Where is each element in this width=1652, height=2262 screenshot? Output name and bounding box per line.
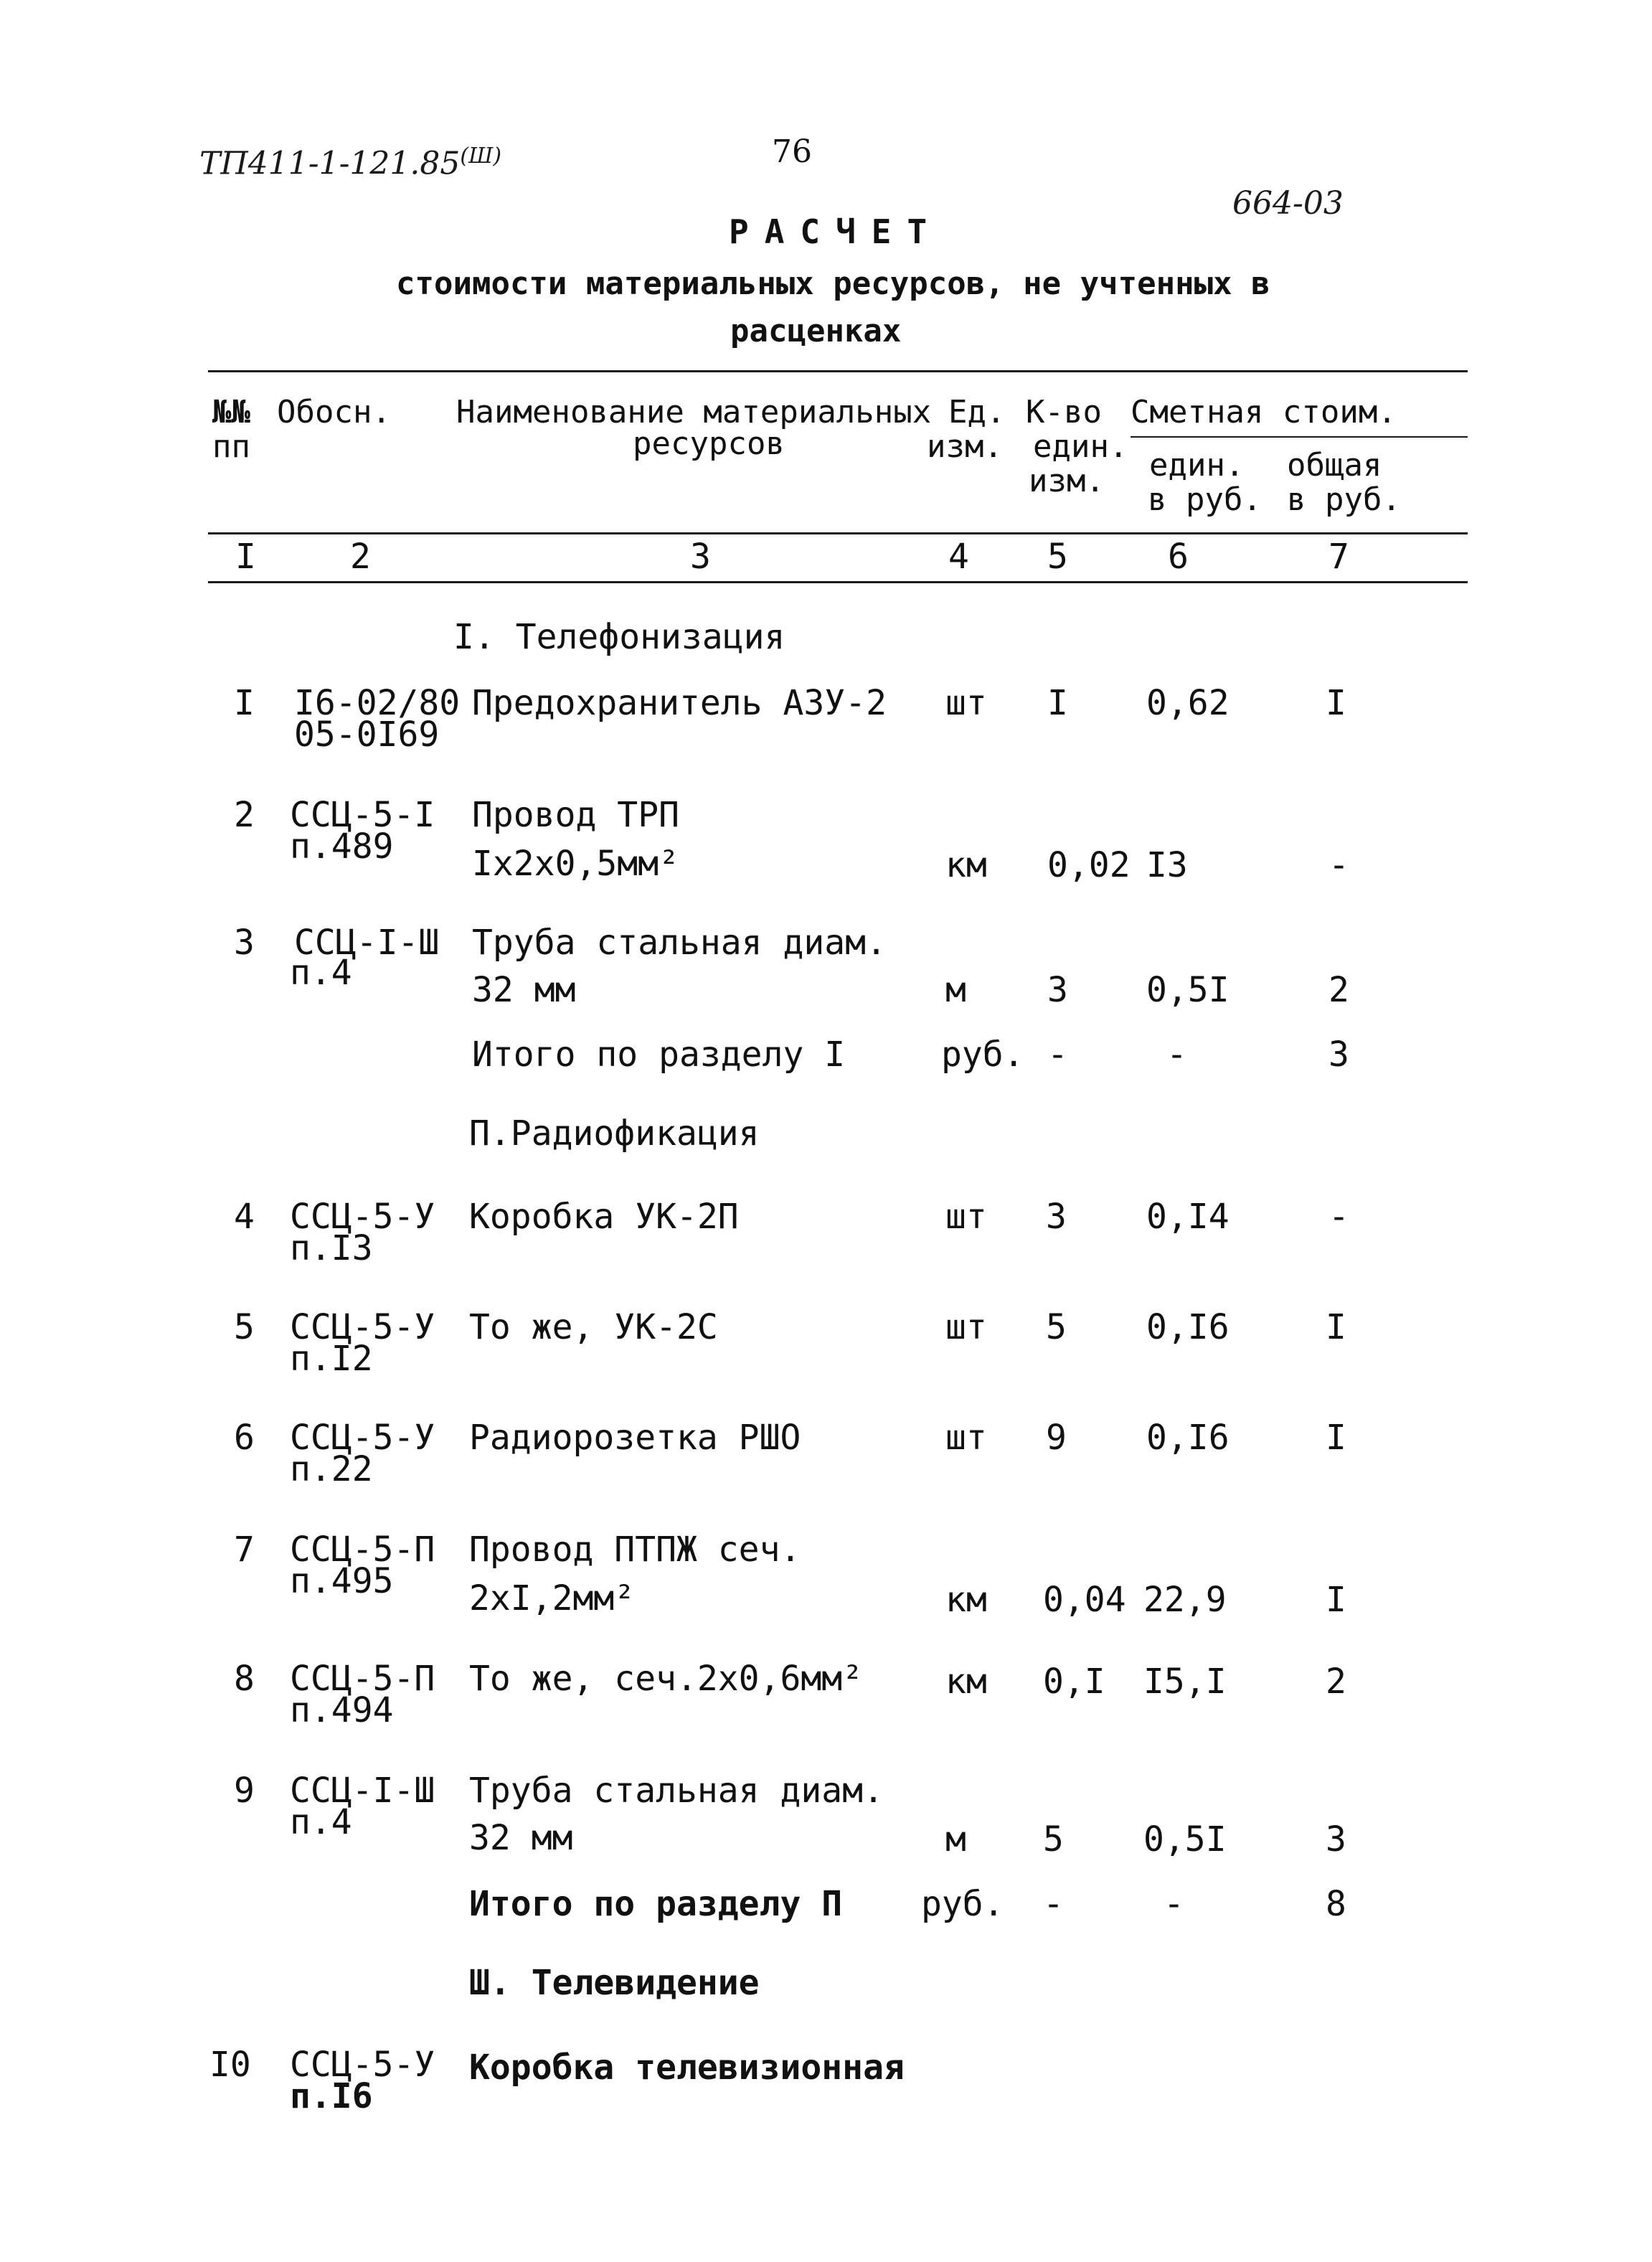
col-header-qty-3: изм. (1029, 463, 1105, 499)
row-6-qty: 9 (1046, 1418, 1067, 1458)
row-3-name-2: 32 мм (472, 970, 576, 1010)
row-4-basis-ref: п.I3 (290, 1228, 373, 1268)
row-10-number: I0 (209, 2045, 251, 2085)
index-row-top-rule (208, 532, 1468, 534)
row-2-basis-ref: п.489 (290, 826, 394, 867)
subtotal-total: 8 (1326, 1884, 1346, 1924)
row-8-name: То же, сеч.2х0,6мм² (469, 1659, 864, 1699)
col-header-unit: Ед. (948, 394, 1006, 430)
row-6-name: Радиорозетка РШО (469, 1418, 801, 1458)
row-3-basis-ref: п.4 (290, 953, 352, 993)
page-title: РАСЧЕТ (729, 212, 943, 251)
row-7-basis-ref: п.495 (290, 1561, 394, 1601)
row-4-name: Коробка УК-2П (469, 1197, 739, 1237)
col-header-name-2: ресурсов (633, 425, 785, 462)
cost-header-rule (1131, 436, 1468, 438)
subtotal-label: Итого по разделу П (469, 1884, 843, 1924)
row-2-name-2: Iх2х0,5мм² (472, 844, 679, 884)
row-7-unit: км (945, 1580, 987, 1620)
subtotal-unit: руб. (921, 1884, 1004, 1924)
col-index-2: 2 (350, 537, 371, 577)
row-8-basis: ССЦ-5-П (290, 1659, 435, 1699)
col-header-unit-2: изм. (927, 428, 1003, 465)
col-index-5: 5 (1047, 537, 1068, 577)
row-5-basis-ref: п.I2 (290, 1339, 373, 1379)
index-row-bottom-rule (208, 581, 1468, 583)
row-1-basis-ref: 05-0I69 (294, 715, 440, 755)
col-header-cost-total: общая (1287, 447, 1382, 484)
row-2-qty: 0,02 (1047, 845, 1131, 885)
row-7-number: 7 (234, 1530, 255, 1570)
row-5-total: I (1326, 1307, 1346, 1347)
col-header-cost-unit: един. (1149, 447, 1245, 484)
row-3-name: Труба стальная диам. (472, 923, 887, 963)
col-index-4: 4 (948, 537, 969, 577)
col-index-3: 3 (690, 537, 711, 577)
col-header-cost-unit-2: в руб. (1148, 481, 1262, 518)
subtotal-price: - (1164, 1884, 1184, 1924)
row-1-name: Предохранитель АЗУ-2 (472, 683, 887, 723)
row-9-price: 0,5I (1143, 1819, 1227, 1860)
row-9-name-2: 32 мм (469, 1818, 573, 1858)
row-1-total: I (1326, 683, 1346, 723)
col-index-6: 6 (1168, 537, 1189, 577)
row-9-qty: 5 (1043, 1819, 1064, 1860)
row-2-name: Провод ТРП (472, 795, 679, 835)
document-part: (Ш) (460, 143, 502, 169)
row-1-number: I (234, 683, 255, 723)
row-8-number: 8 (234, 1659, 255, 1699)
row-3-price: 0,5I (1146, 970, 1229, 1010)
row-7-basis: ССЦ-5-П (290, 1530, 435, 1570)
row-3-unit: м (945, 970, 966, 1010)
document-code (199, 143, 501, 182)
row-9-unit: м (945, 1819, 966, 1860)
row-4-price: 0,I4 (1146, 1197, 1229, 1237)
row-9-total: 3 (1326, 1819, 1346, 1860)
row-10-basis: ССЦ-5-У (290, 2045, 435, 2085)
col-header-qty: К-во (1026, 394, 1102, 430)
row-5-price: 0,I6 (1146, 1307, 1229, 1347)
row-6-total: I (1326, 1418, 1346, 1458)
row-7-price: 22,9 (1143, 1580, 1227, 1620)
row-9-name: Труба стальная диам. (469, 1771, 884, 1811)
row-5-qty: 5 (1046, 1307, 1067, 1347)
row-7-name: Провод ПТПЖ сеч. (469, 1530, 801, 1570)
row-6-basis-ref: п.22 (290, 1449, 373, 1489)
page-subtitle-line-1: стоимости материальных ресурсов, не учтенных в (396, 265, 1270, 302)
section-title: П.Радиофикация (469, 1113, 760, 1154)
row-6-number: 6 (234, 1418, 255, 1458)
col-header-num-2: пп (212, 428, 250, 465)
col-header-name: Наименование материальных (456, 394, 932, 430)
subtotal-qty: - (1047, 1035, 1068, 1075)
row-7-name-2: 2хI,2мм² (469, 1578, 636, 1618)
row-9-number: 9 (234, 1771, 255, 1811)
row-5-unit: шт (945, 1307, 987, 1347)
row-6-basis: ССЦ-5-У (290, 1418, 435, 1458)
row-6-price: 0,I6 (1146, 1418, 1229, 1458)
row-5-name: То же, УК-2С (469, 1307, 718, 1347)
subtotal-label: Итого по разделу I (472, 1035, 846, 1075)
col-header-basis: Обосн. (277, 394, 391, 430)
row-3-number: 3 (234, 923, 255, 963)
row-5-number: 5 (234, 1307, 255, 1347)
row-3-qty: 3 (1047, 970, 1068, 1010)
row-2-basis: ССЦ-5-I (290, 795, 435, 835)
row-7-qty: 0,04 (1043, 1580, 1126, 1620)
row-1-qty: I (1047, 683, 1068, 723)
subtotal-price: - (1166, 1035, 1187, 1075)
row-5-basis: ССЦ-5-У (290, 1307, 435, 1347)
table-top-rule (208, 370, 1468, 372)
row-2-unit: км (945, 845, 987, 885)
row-1-unit: шт (945, 683, 987, 723)
row-3-total: 2 (1328, 970, 1349, 1010)
row-2-total: - (1328, 845, 1349, 885)
row-1-basis: I6-02/80 (294, 683, 461, 723)
sheet-code: 664-03 (1232, 185, 1344, 222)
col-header-qty-2: един. (1033, 428, 1128, 465)
row-6-unit: шт (945, 1418, 987, 1458)
subtotal-unit: руб. (941, 1035, 1024, 1075)
subtotal-total: 3 (1328, 1035, 1349, 1075)
row-2-price: I3 (1146, 845, 1188, 885)
row-8-total: 2 (1326, 1662, 1346, 1702)
col-index-1: I (235, 537, 256, 577)
row-1-price: 0,62 (1146, 683, 1229, 723)
col-header-cost-total-2: в руб. (1287, 481, 1401, 518)
row-4-unit: шт (945, 1197, 987, 1237)
col-index-7: 7 (1328, 537, 1349, 577)
row-8-unit: км (945, 1662, 987, 1702)
row-8-basis-ref: п.494 (290, 1690, 394, 1730)
row-8-qty: 0,I (1043, 1662, 1105, 1702)
page-number: 76 (772, 133, 812, 170)
section-title: Ш. Телевидение (469, 1963, 760, 2003)
row-3-basis: ССЦ-I-Ш (294, 923, 440, 963)
row-9-basis-ref: п.4 (290, 1802, 352, 1842)
row-4-qty: 3 (1046, 1197, 1067, 1237)
row-4-basis: ССЦ-5-У (290, 1197, 435, 1237)
section-title: I. Телефонизация (453, 617, 785, 657)
document-code-text: ТП411-1-121.85 (199, 145, 461, 182)
row-2-number: 2 (234, 795, 255, 835)
row-8-price: I5,I (1143, 1662, 1227, 1702)
row-4-number: 4 (234, 1197, 255, 1237)
row-10-name: Коробка телевизионная (469, 2047, 905, 2088)
row-4-total: - (1328, 1197, 1349, 1237)
col-header-cost: Сметная стоим. (1131, 394, 1397, 430)
subtotal-qty: - (1043, 1884, 1064, 1924)
page-subtitle-line-2: расценках (730, 313, 902, 349)
row-10-basis-ref: п.I6 (290, 2076, 373, 2116)
col-header-num: №№ (212, 394, 250, 430)
row-7-total: I (1326, 1580, 1346, 1620)
row-9-basis: ССЦ-I-Ш (290, 1771, 435, 1811)
